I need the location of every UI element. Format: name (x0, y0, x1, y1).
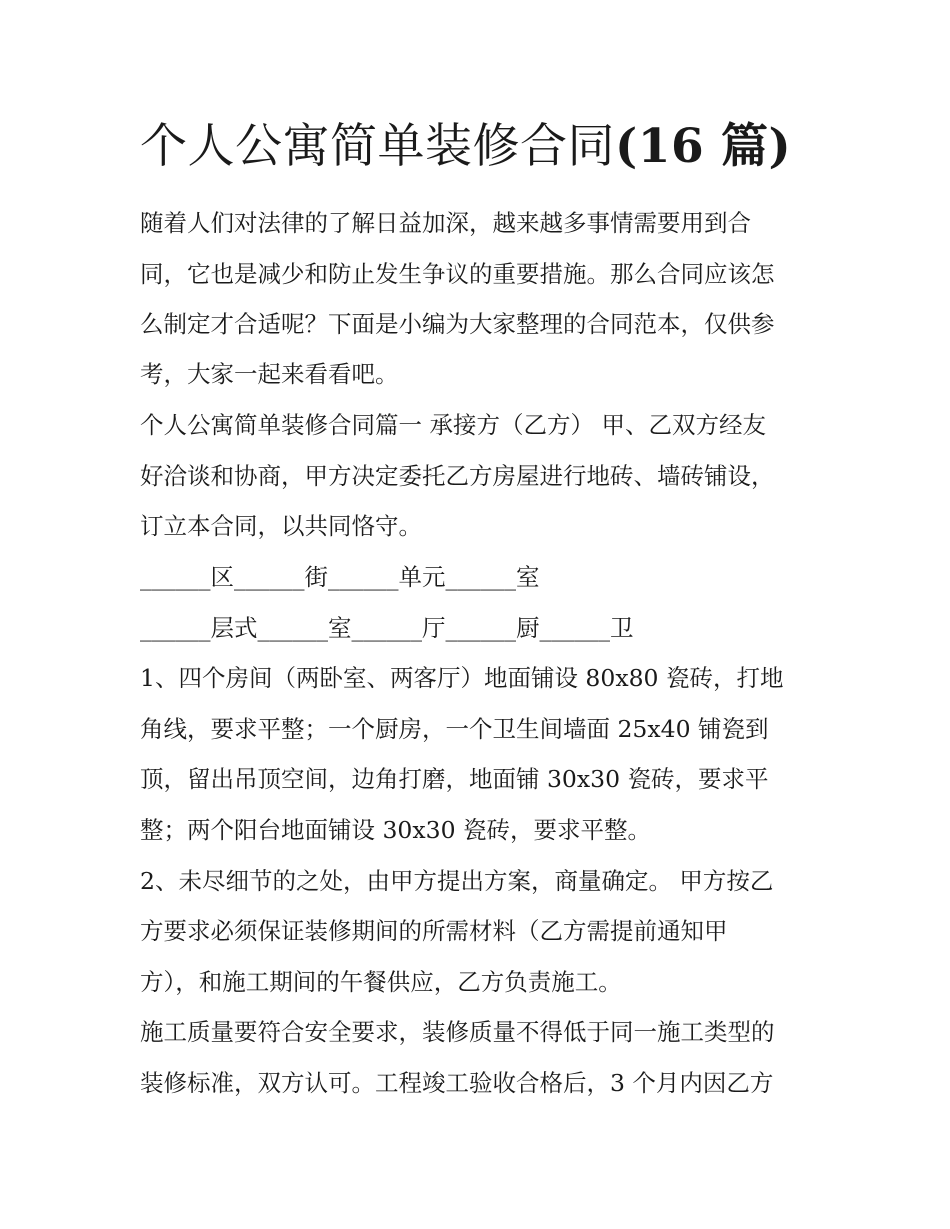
title-count: (16 篇) (615, 119, 792, 174)
quality-line-1: 施工质量要符合安全要求，装修质量不得低于同一施工类型的 (140, 1018, 775, 1046)
quality-line-2: 装修标准，双方认可。工程竣工验收合格后，3 个月内因乙方 (140, 1069, 774, 1097)
body-line-2: 同，它也是减少和防止发生争议的重要措施。那么合同应该怎 (140, 260, 775, 288)
clause-1-line-4: 整；两个阳台地面铺设 30x30 瓷砖，要求平整。 (140, 816, 651, 844)
clause-1-line-1: 1、四个房间（两卧室、两客厅）地面铺设 80x80 瓷砖，打地 (140, 664, 784, 692)
document-title (140, 112, 860, 182)
title-text: 个人公寓简单装修合同 (140, 119, 615, 174)
body-line-7: 订立本合同，以共同恪守。 (140, 512, 422, 540)
address-blank-line: ______区______街______单元______室 (140, 563, 540, 591)
body-line-4: 考，大家一起来看看吧。 (140, 360, 399, 388)
clause-2-line-2: 方要求必须保证装修期间的所需材料（乙方需提前通知甲 (140, 917, 728, 945)
clause-1-line-3: 顶，留出吊顶空间，边角打磨，地面铺 30x30 瓷砖，要求平 (140, 765, 769, 793)
body-line-5: 个人公寓简单装修合同篇一 承接方（乙方） 甲、乙双方经友 (140, 411, 766, 439)
body-line-1: 随着人们对法律的了解日益加深，越来越多事情需要用到合 (140, 209, 751, 237)
clause-1-line-2: 角线，要求平整；一个厨房，一个卫生间墙面 25x40 铺瓷到 (140, 715, 769, 743)
clause-2-line-1: 2、未尽细节的之处，由甲方提出方案，商量确定。 甲方按乙 (140, 867, 774, 895)
clause-2-line-3: 方），和施工期间的午餐供应，乙方负责施工。 (140, 968, 622, 996)
body-line-3: 么制定才合适呢？下面是小编为大家整理的合同范本，仅供参 (140, 310, 775, 338)
layout-blank-line: ______层式______室______厅______厨______卫 (140, 614, 634, 642)
body-line-6: 好洽谈和协商，甲方决定委托乙方房屋进行地砖、墙砖铺设， (140, 462, 775, 490)
